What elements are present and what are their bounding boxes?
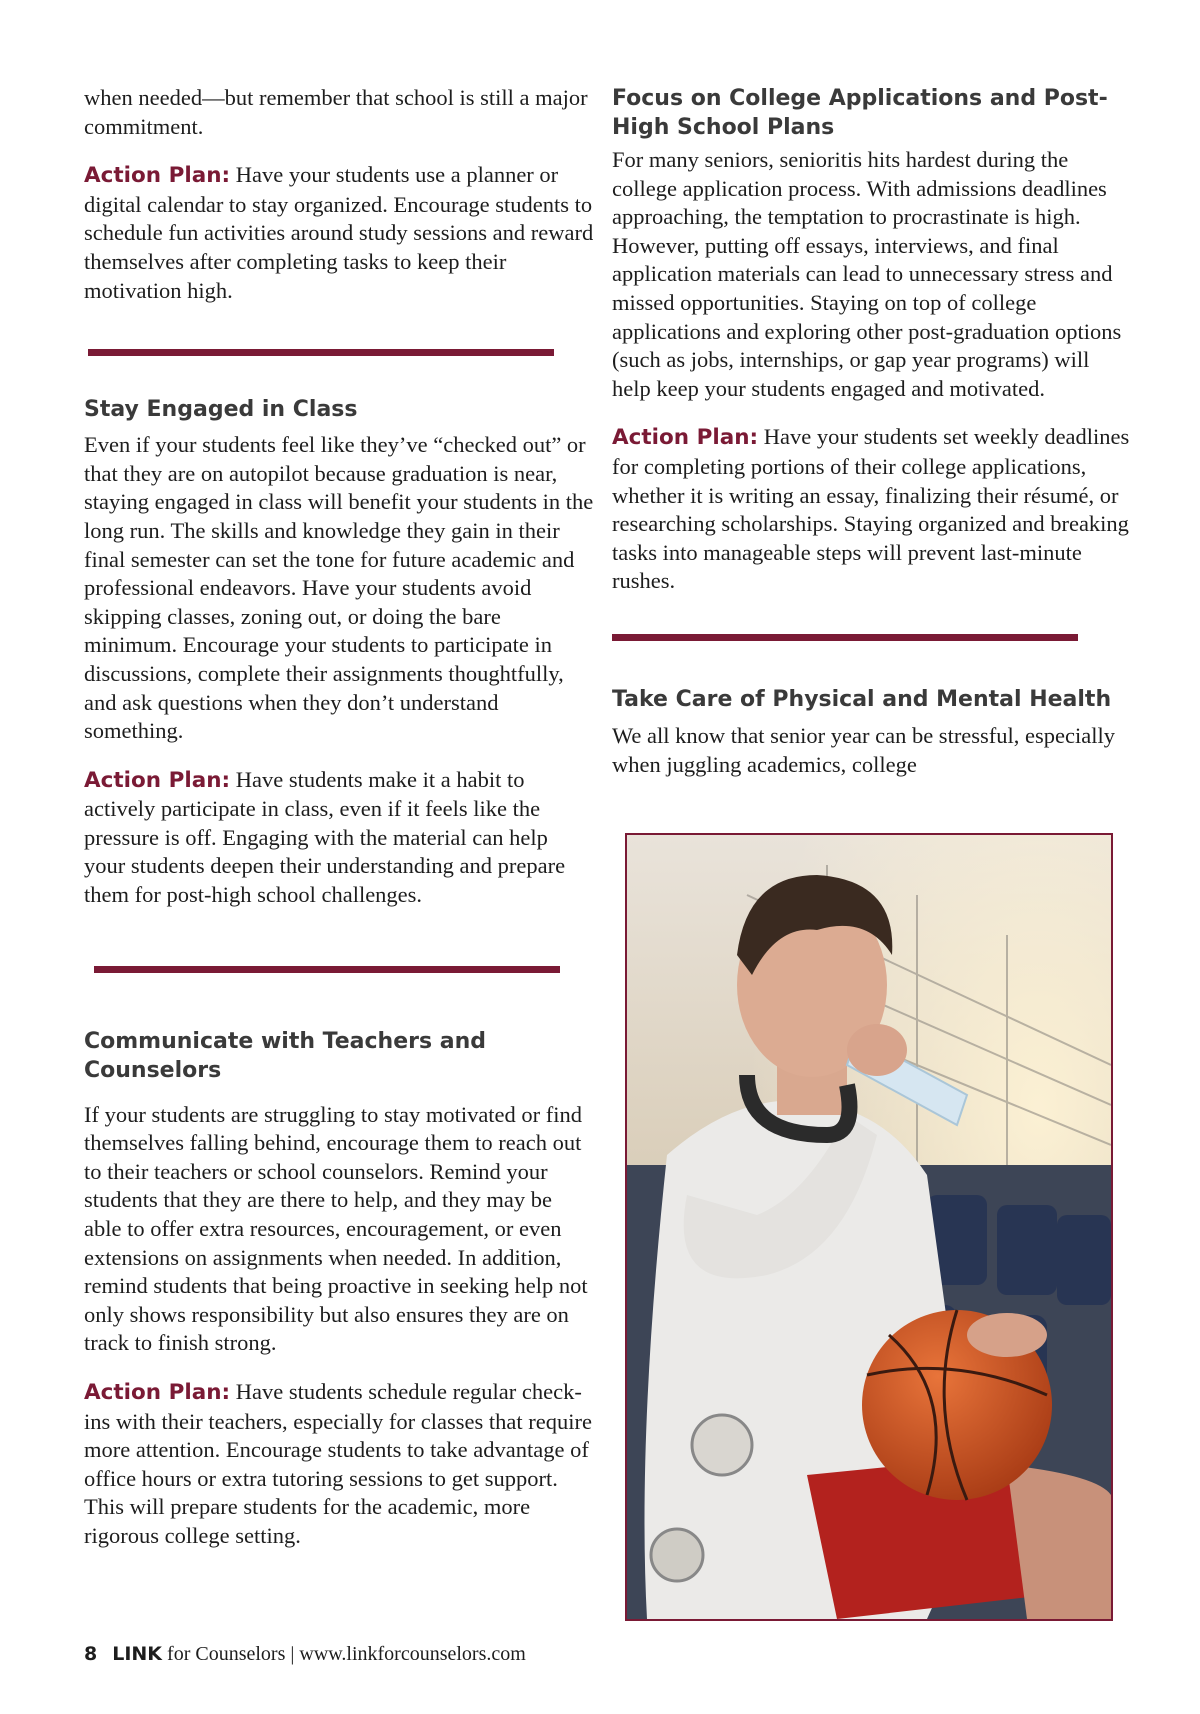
communicate-body: If your students are struggling to stay motivated or find themselves falling behind, encourage them to reach out to their teachers or school counselors. Remind your students that they are there to help, and they may be able to offer extra resources, encouragement, or even extensions on assignments when needed. In addition, remind students that being proactive in seeking help not only shows responsibility but also ensures they are on track to finish strong. xyxy=(84,1101,588,1356)
section-title-stay-engaged: Stay Engaged in Class xyxy=(84,397,358,423)
action-plan-label: Action Plan: xyxy=(84,1380,231,1405)
section-divider xyxy=(88,349,554,356)
stay-engaged-action-plan xyxy=(84,766,594,910)
student-basketball-photo xyxy=(625,833,1113,1621)
brand-name: LINK xyxy=(112,1643,163,1665)
section-title-college-applications: Focus on College Applications and Post-High School Plans xyxy=(612,86,1108,140)
action-plan-text: Have your students use a planner or digital calendar to stay organized. Encourage students to schedule fun activities around study sessions and reward themselves after completing tasks to keep their motivation high. xyxy=(84,162,594,303)
action-plan-label: Action Plan: xyxy=(612,425,759,451)
action-plan-paragraph xyxy=(84,161,594,305)
page-number: 8 xyxy=(84,1643,98,1665)
section-divider xyxy=(94,966,560,973)
left-column xyxy=(84,84,594,1551)
action-plan-text: Have students make it a habit to actively participate in class, even if it feels like the pressure is off. Engaging with the material can help your students deepen their understanding and prepare them for post-high school challenges. xyxy=(84,766,566,908)
health-body: We all know that senior year can be stressful, especially when juggling academics, college xyxy=(612,722,1116,777)
action-plan-label: Action Plan: xyxy=(84,163,231,189)
page-footer xyxy=(84,1643,526,1666)
action-plan-text: Have your students set weekly deadlines for completing portions of their college applications, whether it is writing an essay, finalizing their résumé, or researching scholarships. Staying organized and breaking tasks into manageable steps will prevent last-minute rushes. xyxy=(612,424,1130,594)
right-column xyxy=(612,84,1132,779)
student-illustration xyxy=(627,835,1111,1619)
college-applications-body: For many seniors, senioritis hits hardest during the college application process. With admissions deadlines approaching, the temptation to procrastinate is high. However, putting off essays, interviews, and final application materials can lead to unnecessary stress and missed opportunities. Staying on top of college applications and exploring other post-graduation options (such as jobs, internships, or gap year programs) will help keep your students engaged and motivated. xyxy=(612,147,1122,401)
stay-engaged-body: Even if your students feel like they’ve “checked out” or that they are on autopilot because graduation is near, staying engaged in class will benefit your students in the long run. The skills and knowledge they gain in their final semester can set the tone for future academic and professional endeavors. Have your students avoid skipping classes, zoning out, or doing the bare minimum. Encourage your students to participate in discussions, complete their assignments thoughtfully, and ask questions when they don’t understand something. xyxy=(84,432,594,744)
communicate-action-plan xyxy=(84,1378,594,1551)
intro-paragraph: when needed—but remember that school is still a major commitment. xyxy=(84,85,588,139)
college-applications-action-plan xyxy=(612,423,1132,596)
action-plan-text: Have students schedule regular check-ins with their teachers, especially for classes that require more attention. Encourage students to take advantage of office hours or extra tutoring sessions to get support. This will prepare students for the academic, more rigorous college setting. xyxy=(84,1379,592,1548)
section-title-communicate: Communicate with Teachers and Counselors xyxy=(84,1028,486,1083)
section-title-health: Take Care of Physical and Mental Health xyxy=(612,686,1112,712)
section-divider xyxy=(612,634,1078,641)
action-plan-label: Action Plan: xyxy=(84,767,231,793)
footer-text: for Counselors | www.linkforcounselors.com xyxy=(162,1643,526,1665)
